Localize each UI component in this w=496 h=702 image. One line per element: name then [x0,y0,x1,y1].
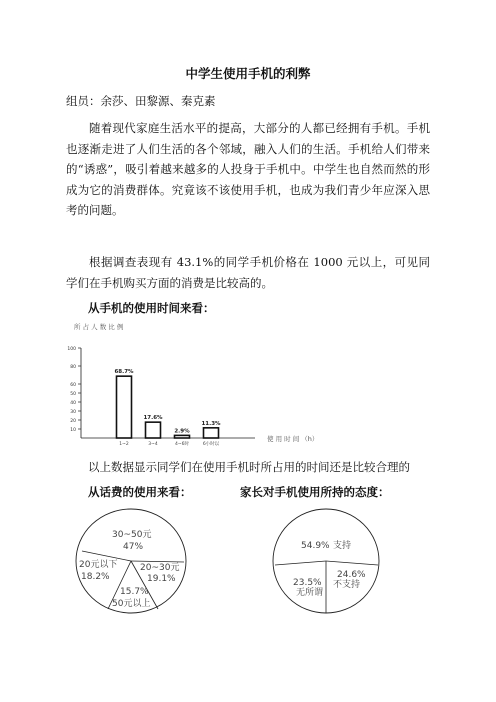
y-tick-label: 100 [67,347,76,352]
fee-slice-value: 47% [123,542,144,552]
fee-slice-value: 15.7% [120,587,149,597]
bar-value-label: 2.9% [174,428,190,435]
fee-slice-label: 50元以上 [112,599,151,609]
usage-heading: 从手机的使用时间来看： [88,301,215,315]
y-tick-label: 30 [70,410,76,415]
parent-attitude-pie-chart [272,506,382,616]
bar [146,422,161,438]
price-paragraph: 根据调查表现有 43.1%的同学手机价格在 1000 元以上，可见同学们在手机购买方面的消费是比较高的。 [66,255,430,290]
category-label: 4~6时 [175,442,189,447]
y-tick-label: 20 [70,419,76,424]
x-axis-label: 使 用 时 间 （h） [267,435,319,443]
bars [114,369,221,447]
parent-slice-value: 54.9% [301,541,330,551]
parent-slice-value: 24.6% [337,570,366,580]
category-label: 3~4 [148,442,158,447]
parent-slice-label: 无所谓 [296,588,324,598]
y-tick-label: 50 [70,392,76,397]
usage-time-bar-chart [60,318,350,454]
bar-value-label: 11.3% [201,420,221,427]
fee-pie-chart [72,506,192,616]
parent-slice-label: 支持 [333,541,352,551]
parent-slice-value: 23.5% [293,578,322,588]
bar [204,428,219,438]
document-title: 中学生使用手机的利弊 [185,66,311,81]
bar [175,435,190,438]
bar-value-label: 68.7% [114,369,134,376]
y-ticks [67,346,81,433]
bar-value-label: 17.6% [143,415,163,422]
fee-slice-label: 30~50元 [112,530,152,540]
y-tick-label: 80 [70,365,76,370]
bar [117,376,132,438]
intro-paragraph: 随着现代家庭生活水平的提高，大部分的人都已经拥有手机。手机也逐渐走进了人们生活的各个邻域，融入人们的生活。手机给人们带来的“诱惑”，吸引着越来越多的人投身于手机中。中学生也自然而然的形成为它的消费群体。究竟该不该使用手机，也成为我们青少年应深入思考的问题。 [66,121,430,217]
usage-summary: 以上数据显示同学们在使用手机时所占用的时间还是比较合理的 [88,460,410,474]
y-tick-label: 40 [70,401,76,406]
fee-slice-label: 20元以下 [79,560,118,570]
fee-slice-label: 20~30元 [140,563,180,573]
parent-slice-label: 不支持 [333,580,361,590]
fee-slice-value: 18.2% [81,572,110,582]
category-label: 6小时以 [202,442,220,447]
y-axis-label: 所 占 人 数 比 例 [74,323,124,331]
fee-slice-value: 19.1% [147,574,176,584]
group-members: 组员：余莎、田黎源、秦克素 [66,94,216,108]
fee-heading: 从话费的使用来看： [88,485,192,499]
y-tick-label: 10 [70,428,76,433]
category-label: 1~2 [119,442,129,447]
y-tick-label: 60 [70,383,76,388]
parent-heading: 家长对手机使用所持的态度： [240,485,390,499]
